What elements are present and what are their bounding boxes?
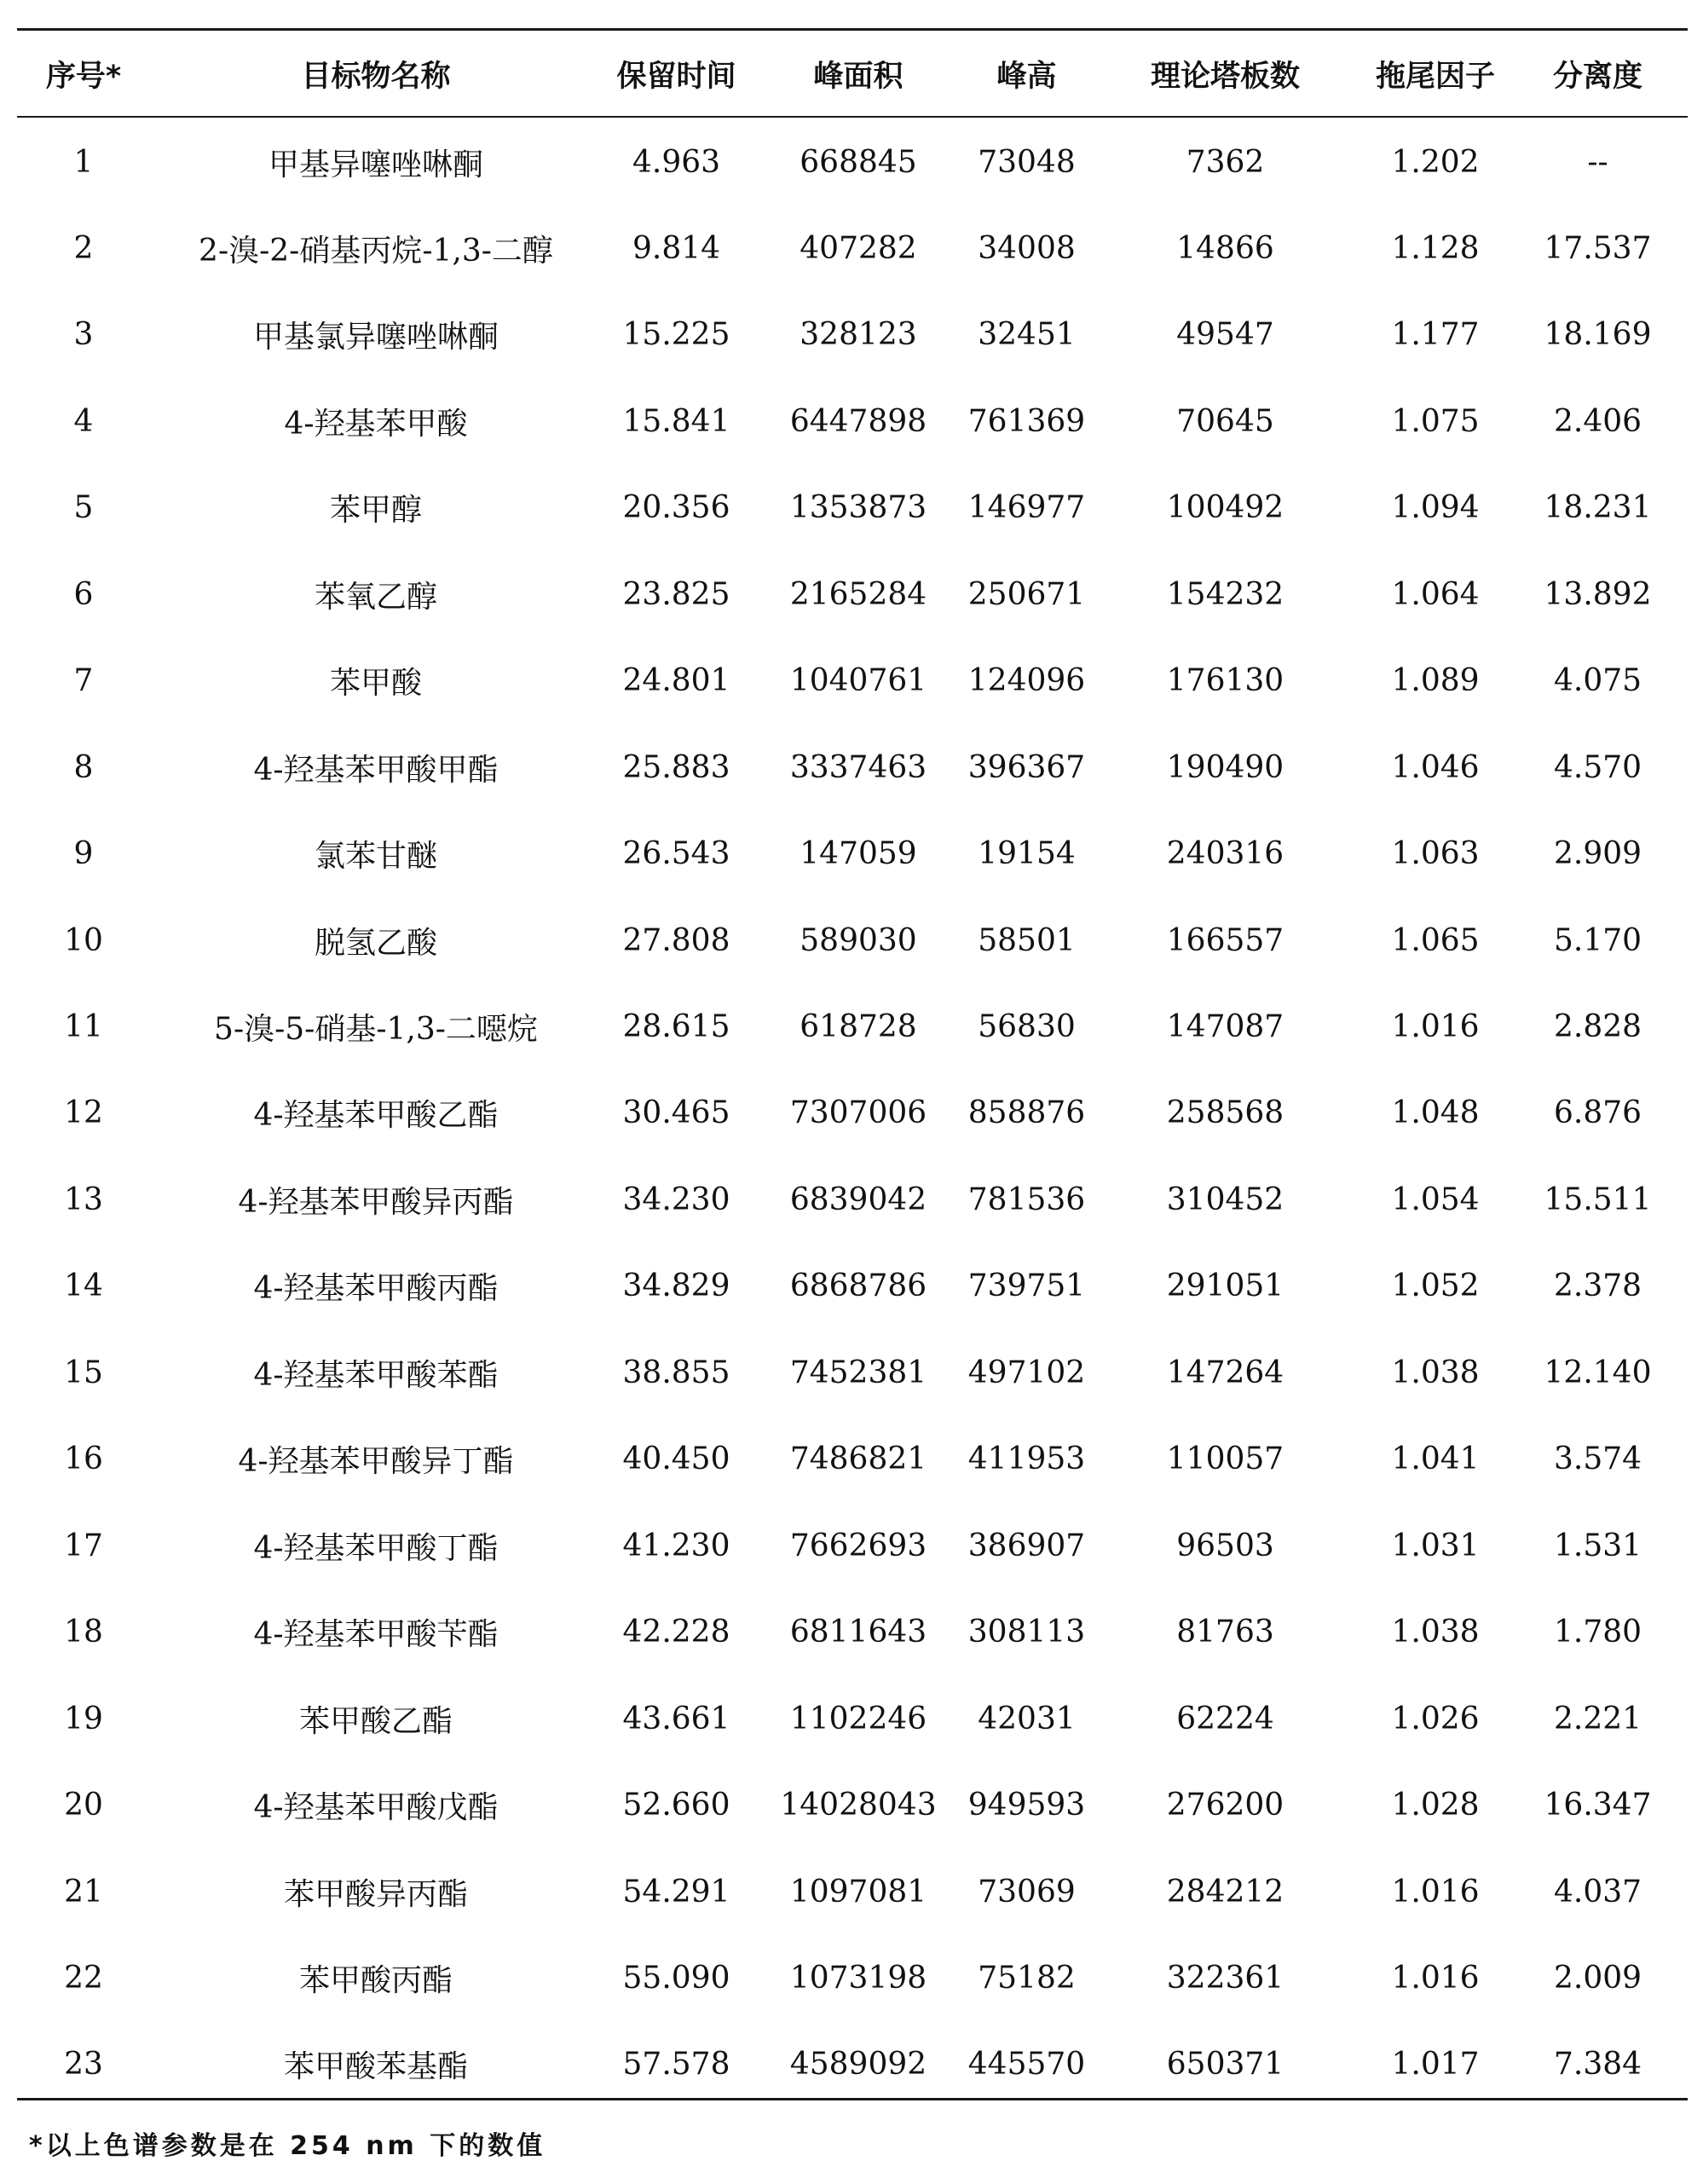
cell-theoretical-plates: 62224 bbox=[1176, 1702, 1274, 1736]
header-retention-time: 保留时间 bbox=[616, 59, 736, 94]
cell-analyte-name: 4-羟基苯甲酸 bbox=[284, 407, 468, 442]
cell-theoretical-plates: 240316 bbox=[1166, 836, 1284, 871]
cell-peak-area: 7307006 bbox=[789, 1095, 927, 1130]
cell-row-index: 16 bbox=[64, 1442, 103, 1476]
cell-row-index: 10 bbox=[64, 923, 103, 958]
cell-retention-time: 30.465 bbox=[622, 1095, 730, 1130]
cell-tailing-factor: 1.041 bbox=[1391, 1442, 1480, 1476]
table-header-rule bbox=[17, 116, 1688, 118]
cell-peak-area: 1353873 bbox=[789, 490, 927, 525]
cell-peak-area: 14028043 bbox=[780, 1788, 937, 1823]
cell-analyte-name: 苯甲酸丙酯 bbox=[298, 1963, 453, 1998]
table-row bbox=[17, 1070, 1688, 1156]
cell-peak-area: 6839042 bbox=[789, 1182, 927, 1217]
cell-retention-time: 40.450 bbox=[622, 1442, 730, 1476]
cell-retention-time: 26.543 bbox=[622, 836, 730, 871]
header-index: 序号* bbox=[45, 59, 122, 94]
header-peak-height: 峰高 bbox=[996, 59, 1057, 94]
cell-analyte-name: 苯甲酸苯基酯 bbox=[283, 2049, 468, 2084]
cell-analyte-name: 4-羟基苯甲酸苄酯 bbox=[253, 1617, 499, 1652]
cell-theoretical-plates: 258568 bbox=[1166, 1095, 1284, 1130]
cell-tailing-factor: 1.094 bbox=[1391, 490, 1480, 525]
cell-resolution: 13.892 bbox=[1544, 577, 1652, 612]
cell-row-index: 14 bbox=[64, 1268, 103, 1303]
header-resolution: 分离度 bbox=[1552, 59, 1642, 94]
cell-tailing-factor: 1.177 bbox=[1391, 317, 1480, 352]
cell-peak-height: 73048 bbox=[978, 145, 1076, 180]
cell-peak-height: 949593 bbox=[967, 1788, 1086, 1823]
cell-retention-time: 4.963 bbox=[632, 145, 721, 180]
cell-tailing-factor: 1.065 bbox=[1391, 923, 1480, 958]
cell-tailing-factor: 1.064 bbox=[1391, 577, 1480, 612]
cell-theoretical-plates: 110057 bbox=[1166, 1442, 1284, 1476]
cell-row-index: 7 bbox=[73, 663, 94, 698]
cell-tailing-factor: 1.048 bbox=[1391, 1095, 1480, 1130]
cell-theoretical-plates: 14866 bbox=[1176, 231, 1274, 266]
cell-analyte-name: 5-溴-5-硝基-1,3-二噁烷 bbox=[214, 1012, 538, 1047]
cell-analyte-name: 4-羟基苯甲酸丁酯 bbox=[253, 1531, 499, 1566]
table-row bbox=[17, 1157, 1688, 1243]
table-row bbox=[17, 811, 1688, 897]
cell-peak-height: 781536 bbox=[967, 1182, 1086, 1217]
cell-analyte-name: 脱氢乙酸 bbox=[314, 926, 437, 961]
cell-tailing-factor: 1.031 bbox=[1391, 1528, 1480, 1563]
cell-analyte-name: 4-羟基苯甲酸苯酯 bbox=[253, 1358, 499, 1393]
cell-resolution: 2.221 bbox=[1553, 1702, 1642, 1736]
cell-resolution: 1.531 bbox=[1553, 1528, 1642, 1563]
cell-retention-time: 20.356 bbox=[622, 490, 730, 525]
cell-peak-height: 34008 bbox=[978, 231, 1076, 266]
cell-row-index: 2 bbox=[73, 231, 94, 266]
cell-theoretical-plates: 154232 bbox=[1166, 577, 1284, 612]
cell-peak-area: 6447898 bbox=[789, 404, 927, 439]
cell-resolution: 2.378 bbox=[1553, 1268, 1642, 1303]
cell-retention-time: 23.825 bbox=[622, 577, 730, 612]
cell-analyte-name: 4-羟基苯甲酸乙酯 bbox=[253, 1098, 499, 1133]
cell-peak-area: 407282 bbox=[800, 231, 917, 266]
cell-peak-height: 411953 bbox=[967, 1442, 1086, 1476]
cell-resolution: 1.780 bbox=[1553, 1615, 1642, 1650]
cell-analyte-name: 2-溴-2-硝基丙烷-1,3-二醇 bbox=[199, 234, 553, 269]
cell-resolution: 2.828 bbox=[1553, 1009, 1642, 1044]
cell-resolution: 12.140 bbox=[1544, 1355, 1652, 1390]
cell-peak-area: 7486821 bbox=[789, 1442, 927, 1476]
table-row bbox=[17, 984, 1688, 1070]
table-row bbox=[17, 1416, 1688, 1502]
cell-tailing-factor: 1.038 bbox=[1391, 1615, 1480, 1650]
cell-row-index: 6 bbox=[73, 577, 94, 612]
cell-peak-height: 56830 bbox=[978, 1009, 1076, 1044]
cell-row-index: 11 bbox=[64, 1009, 103, 1044]
cell-retention-time: 9.814 bbox=[632, 231, 721, 266]
cell-tailing-factor: 1.016 bbox=[1391, 1009, 1480, 1044]
cell-peak-height: 73069 bbox=[978, 1875, 1076, 1910]
cell-theoretical-plates: 100492 bbox=[1166, 490, 1284, 525]
cell-retention-time: 43.661 bbox=[622, 1702, 730, 1736]
table-row bbox=[17, 2021, 1688, 2107]
table-row bbox=[17, 1676, 1688, 1762]
cell-theoretical-plates: 7362 bbox=[1186, 145, 1265, 180]
cell-retention-time: 15.841 bbox=[622, 404, 730, 439]
cell-row-index: 22 bbox=[64, 1961, 103, 1996]
cell-retention-time: 57.578 bbox=[622, 2047, 730, 2082]
cell-peak-height: 124096 bbox=[967, 663, 1086, 698]
cell-peak-height: 739751 bbox=[967, 1268, 1086, 1303]
table-header-row bbox=[17, 31, 1688, 117]
cell-resolution: 7.384 bbox=[1553, 2047, 1642, 2082]
cell-peak-height: 858876 bbox=[967, 1095, 1086, 1130]
cell-peak-area: 1073198 bbox=[789, 1961, 927, 1996]
cell-resolution: 4.570 bbox=[1553, 750, 1642, 785]
table-row bbox=[17, 725, 1688, 811]
cell-row-index: 17 bbox=[64, 1528, 103, 1563]
cell-retention-time: 25.883 bbox=[622, 750, 730, 785]
cell-analyte-name: 氯苯甘醚 bbox=[314, 839, 437, 874]
table-row bbox=[17, 1330, 1688, 1416]
cell-peak-area: 618728 bbox=[800, 1009, 917, 1044]
cell-peak-area: 7662693 bbox=[789, 1528, 927, 1563]
cell-tailing-factor: 1.046 bbox=[1391, 750, 1480, 785]
cell-retention-time: 41.230 bbox=[622, 1528, 730, 1563]
cell-resolution: 15.511 bbox=[1544, 1182, 1652, 1217]
cell-peak-height: 396367 bbox=[967, 750, 1086, 785]
cell-resolution: 5.170 bbox=[1553, 923, 1642, 958]
table-row bbox=[17, 1762, 1688, 1848]
cell-theoretical-plates: 310452 bbox=[1166, 1182, 1284, 1217]
table-row bbox=[17, 465, 1688, 551]
cell-row-index: 1 bbox=[73, 145, 94, 180]
cell-tailing-factor: 1.054 bbox=[1391, 1182, 1480, 1217]
cell-analyte-name: 苯氧乙醇 bbox=[314, 580, 437, 615]
table-row bbox=[17, 1935, 1688, 2021]
table-row bbox=[17, 1589, 1688, 1675]
cell-theoretical-plates: 147264 bbox=[1166, 1355, 1284, 1390]
cell-retention-time: 38.855 bbox=[622, 1355, 730, 1390]
cell-retention-time: 15.225 bbox=[622, 317, 730, 352]
table-row bbox=[17, 1503, 1688, 1589]
cell-row-index: 4 bbox=[73, 404, 94, 439]
cell-theoretical-plates: 322361 bbox=[1166, 1961, 1284, 1996]
cell-analyte-name: 苯甲酸乙酯 bbox=[298, 1704, 453, 1739]
cell-peak-height: 19154 bbox=[978, 836, 1076, 871]
cell-row-index: 19 bbox=[64, 1702, 103, 1736]
cell-tailing-factor: 1.202 bbox=[1391, 145, 1480, 180]
cell-theoretical-plates: 166557 bbox=[1166, 923, 1284, 958]
cell-peak-area: 668845 bbox=[800, 145, 917, 180]
cell-theoretical-plates: 96503 bbox=[1176, 1528, 1274, 1563]
cell-tailing-factor: 1.028 bbox=[1391, 1788, 1480, 1823]
cell-tailing-factor: 1.052 bbox=[1391, 1268, 1480, 1303]
cell-resolution: 2.406 bbox=[1553, 404, 1642, 439]
table-row bbox=[17, 1849, 1688, 1935]
cell-analyte-name: 4-羟基苯甲酸异丙酯 bbox=[238, 1185, 514, 1220]
cell-peak-area: 6811643 bbox=[789, 1615, 927, 1650]
cell-analyte-name: 4-羟基苯甲酸戊酯 bbox=[253, 1790, 499, 1825]
cell-theoretical-plates: 147087 bbox=[1166, 1009, 1284, 1044]
cell-resolution: 2.009 bbox=[1553, 1961, 1642, 1996]
cell-resolution: 2.909 bbox=[1553, 836, 1642, 871]
cell-peak-area: 4589092 bbox=[789, 2047, 927, 2082]
cell-theoretical-plates: 650371 bbox=[1166, 2047, 1284, 2082]
cell-peak-height: 497102 bbox=[967, 1355, 1086, 1390]
cell-analyte-name: 苯甲酸异丙酯 bbox=[283, 1877, 468, 1912]
cell-theoretical-plates: 291051 bbox=[1166, 1268, 1284, 1303]
cell-theoretical-plates: 276200 bbox=[1166, 1788, 1284, 1823]
cell-tailing-factor: 1.128 bbox=[1391, 231, 1480, 266]
cell-row-index: 21 bbox=[64, 1875, 103, 1910]
cell-retention-time: 54.291 bbox=[622, 1875, 730, 1910]
cell-tailing-factor: 1.038 bbox=[1391, 1355, 1480, 1390]
table-row bbox=[17, 638, 1688, 724]
cell-tailing-factor: 1.016 bbox=[1391, 1875, 1480, 1910]
cell-peak-area: 147059 bbox=[800, 836, 917, 871]
cell-tailing-factor: 1.075 bbox=[1391, 404, 1480, 439]
cell-tailing-factor: 1.089 bbox=[1391, 663, 1480, 698]
cell-analyte-name: 苯甲醇 bbox=[329, 493, 422, 528]
table-row bbox=[17, 205, 1688, 292]
cell-analyte-name: 甲基氯异噻唑啉酮 bbox=[252, 320, 499, 355]
cell-tailing-factor: 1.016 bbox=[1391, 1961, 1480, 1996]
cell-resolution: 3.574 bbox=[1553, 1442, 1642, 1476]
cell-resolution: 17.537 bbox=[1544, 231, 1652, 266]
table-footnote: *以上色谱参数是在 254 nm 下的数值 bbox=[29, 2131, 546, 2161]
table-row bbox=[17, 292, 1688, 378]
cell-row-index: 12 bbox=[64, 1095, 103, 1130]
header-tailing-factor: 拖尾因子 bbox=[1375, 59, 1495, 94]
cell-row-index: 18 bbox=[64, 1615, 103, 1650]
cell-peak-area: 6868786 bbox=[789, 1268, 927, 1303]
cell-resolution: -- bbox=[1587, 145, 1608, 180]
cell-tailing-factor: 1.017 bbox=[1391, 2047, 1480, 2082]
cell-resolution: 4.037 bbox=[1553, 1875, 1642, 1910]
cell-theoretical-plates: 49547 bbox=[1176, 317, 1274, 352]
cell-tailing-factor: 1.063 bbox=[1391, 836, 1480, 871]
cell-retention-time: 27.808 bbox=[622, 923, 730, 958]
cell-analyte-name: 4-羟基苯甲酸甲酯 bbox=[253, 753, 499, 788]
cell-peak-area: 3337463 bbox=[789, 750, 927, 785]
cell-row-index: 23 bbox=[64, 2047, 103, 2082]
cell-peak-height: 308113 bbox=[967, 1615, 1086, 1650]
table-row bbox=[17, 119, 1688, 205]
cell-row-index: 8 bbox=[73, 750, 94, 785]
cell-retention-time: 28.615 bbox=[622, 1009, 730, 1044]
cell-peak-area: 1040761 bbox=[789, 663, 927, 698]
cell-resolution: 4.075 bbox=[1553, 663, 1642, 698]
cell-theoretical-plates: 70645 bbox=[1176, 404, 1274, 439]
cell-retention-time: 24.801 bbox=[622, 663, 730, 698]
cell-peak-area: 1102246 bbox=[789, 1702, 927, 1736]
header-peak-area: 峰面积 bbox=[813, 59, 903, 94]
cell-peak-height: 250671 bbox=[967, 577, 1086, 612]
cell-analyte-name: 苯甲酸 bbox=[329, 666, 422, 701]
cell-resolution: 6.876 bbox=[1553, 1095, 1642, 1130]
cell-peak-height: 445570 bbox=[967, 2047, 1086, 2082]
header-analyte-name: 目标物名称 bbox=[301, 59, 451, 94]
cell-tailing-factor: 1.026 bbox=[1391, 1702, 1480, 1736]
cell-theoretical-plates: 81763 bbox=[1176, 1615, 1274, 1650]
cell-peak-area: 2165284 bbox=[789, 577, 927, 612]
cell-peak-area: 328123 bbox=[800, 317, 917, 352]
cell-peak-area: 1097081 bbox=[789, 1875, 927, 1910]
cell-peak-height: 761369 bbox=[967, 404, 1086, 439]
cell-retention-time: 52.660 bbox=[622, 1788, 730, 1823]
cell-resolution: 16.347 bbox=[1544, 1788, 1652, 1823]
cell-peak-height: 75182 bbox=[978, 1961, 1076, 1996]
cell-row-index: 15 bbox=[64, 1355, 103, 1390]
cell-theoretical-plates: 284212 bbox=[1166, 1875, 1284, 1910]
header-theoretical-plates: 理论塔板数 bbox=[1150, 59, 1300, 94]
cell-analyte-name: 甲基异噻唑啉酮 bbox=[268, 147, 483, 182]
cell-analyte-name: 4-羟基苯甲酸异丁酯 bbox=[238, 1444, 514, 1479]
cell-peak-height: 42031 bbox=[978, 1702, 1076, 1736]
cell-peak-area: 589030 bbox=[800, 923, 917, 958]
cell-row-index: 9 bbox=[73, 836, 94, 871]
table-row bbox=[17, 1243, 1688, 1329]
cell-resolution: 18.231 bbox=[1544, 490, 1652, 525]
cell-retention-time: 42.228 bbox=[622, 1615, 730, 1650]
cell-resolution: 18.169 bbox=[1544, 317, 1652, 352]
cell-row-index: 13 bbox=[64, 1182, 103, 1217]
cell-row-index: 3 bbox=[73, 317, 94, 352]
cell-peak-area: 7452381 bbox=[789, 1355, 927, 1390]
cell-retention-time: 55.090 bbox=[622, 1961, 730, 1996]
cell-retention-time: 34.829 bbox=[622, 1268, 730, 1303]
table-row bbox=[17, 378, 1688, 465]
cell-analyte-name: 4-羟基苯甲酸丙酯 bbox=[253, 1271, 499, 1306]
table-row bbox=[17, 898, 1688, 984]
cell-peak-height: 58501 bbox=[978, 923, 1076, 958]
cell-theoretical-plates: 176130 bbox=[1166, 663, 1284, 698]
cell-peak-height: 146977 bbox=[967, 490, 1086, 525]
cell-row-index: 5 bbox=[73, 490, 94, 525]
table-bottom-rule bbox=[17, 2098, 1688, 2100]
cell-row-index: 20 bbox=[64, 1788, 103, 1823]
cell-retention-time: 34.230 bbox=[622, 1182, 730, 1217]
cell-peak-height: 32451 bbox=[978, 317, 1076, 352]
table-row bbox=[17, 552, 1688, 638]
cell-theoretical-plates: 190490 bbox=[1166, 750, 1284, 785]
cell-peak-height: 386907 bbox=[967, 1528, 1086, 1563]
